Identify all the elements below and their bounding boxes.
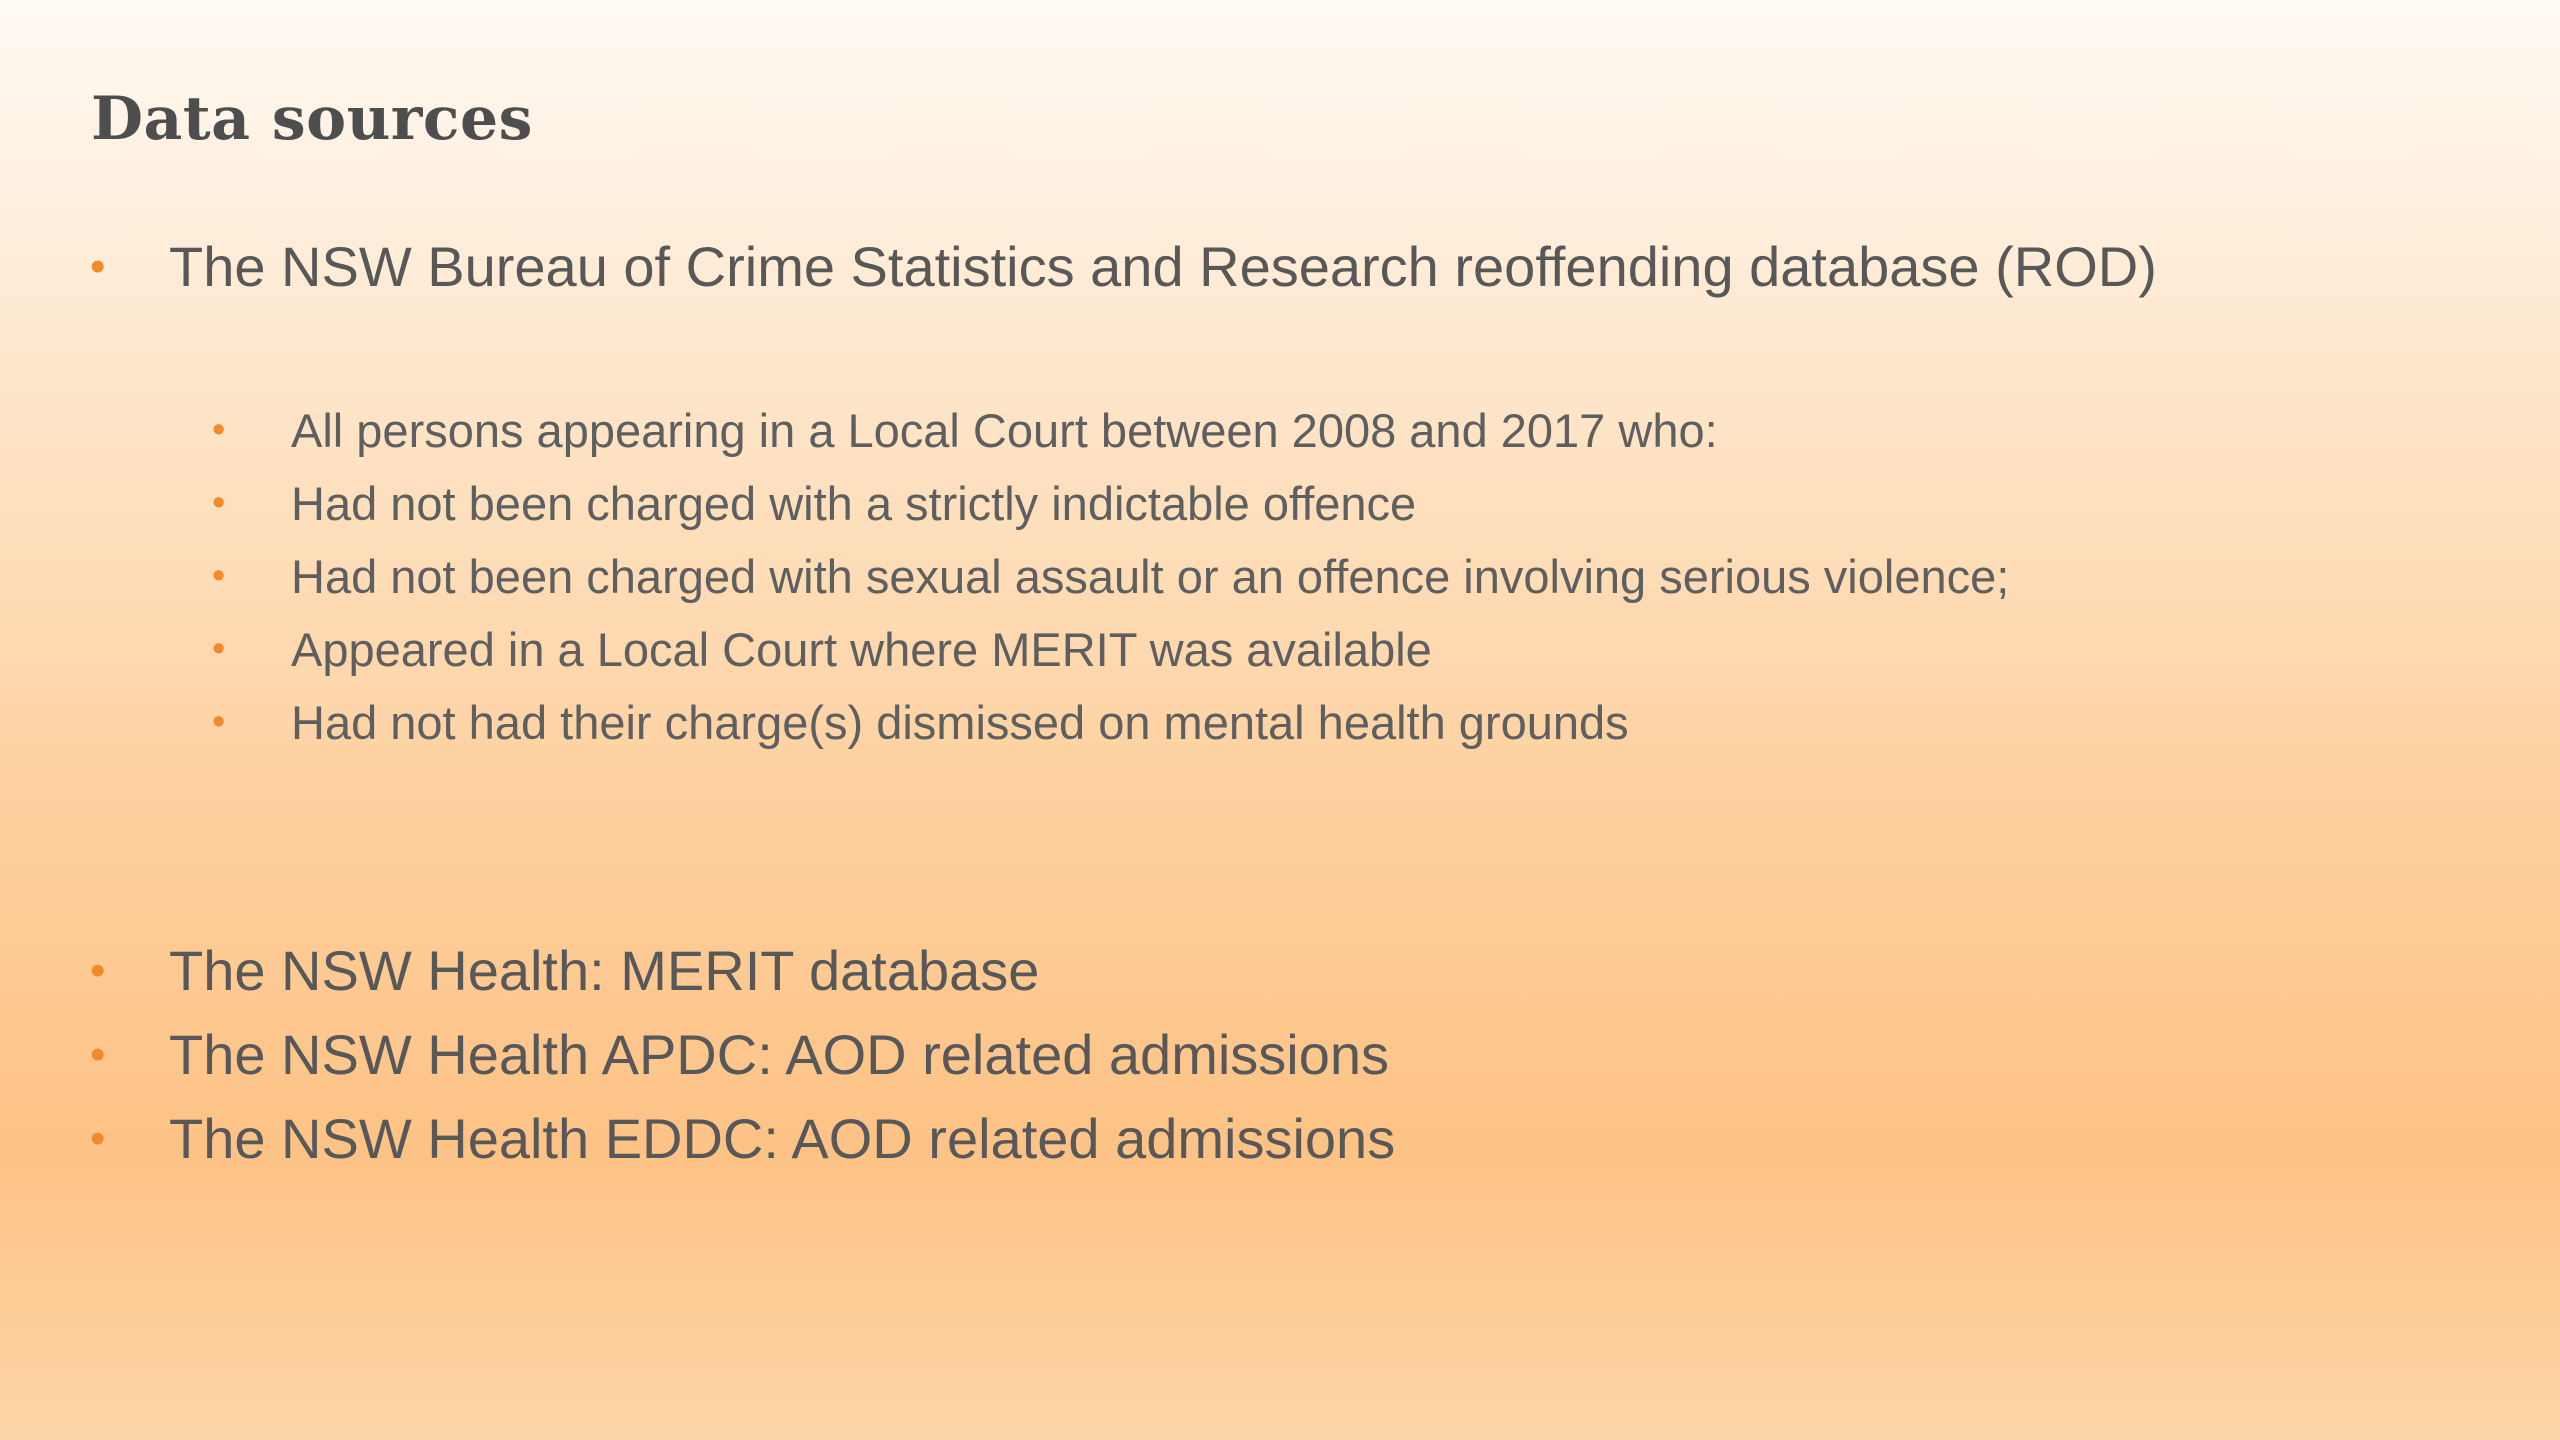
list-item-text: Had not been charged with sexual assault or an offence involving serious violence; <box>291 550 2010 603</box>
list-item <box>90 225 2157 309</box>
slide-title: Data sources <box>91 84 533 154</box>
list-item-text: Had not had their charge(s) dismissed on mental health grounds <box>291 696 1629 749</box>
list-item-text: All persons appearing in a Local Court between 2008 and 2017 who: <box>291 404 1718 457</box>
list-item <box>212 467 2009 540</box>
list-item-text: Appeared in a Local Court where MERIT was available <box>291 623 1432 676</box>
list-item-text: The NSW Health: MERIT database <box>169 939 1040 1002</box>
list-item <box>212 540 2009 613</box>
list-item-text: The NSW Health APDC: AOD related admissions <box>169 1023 1390 1086</box>
primary-sources-list <box>90 225 2157 309</box>
health-sources-list <box>90 929 1395 1181</box>
bullet-icon: • <box>212 409 226 451</box>
bullet-icon: • <box>90 242 106 291</box>
bullet-icon: • <box>90 946 106 995</box>
list-item <box>212 394 2009 467</box>
bullet-icon: • <box>90 1030 106 1079</box>
bullet-icon: • <box>212 555 226 597</box>
list-item <box>90 929 1395 1013</box>
bullet-icon: • <box>212 701 226 743</box>
list-item <box>212 613 2009 686</box>
list-item-text: The NSW Bureau of Crime Statistics and Research reoffending database (ROD) <box>169 235 2157 298</box>
list-item <box>212 686 2009 759</box>
bullet-icon: • <box>90 1114 106 1163</box>
bullet-icon: • <box>212 628 226 670</box>
list-item <box>90 1013 1395 1097</box>
criteria-list <box>212 394 2009 759</box>
list-item-text: Had not been charged with a strictly indictable offence <box>291 477 1417 530</box>
list-item-text: The NSW Health EDDC: AOD related admissions <box>169 1107 1396 1170</box>
list-item <box>90 1097 1395 1181</box>
bullet-icon: • <box>212 482 226 524</box>
